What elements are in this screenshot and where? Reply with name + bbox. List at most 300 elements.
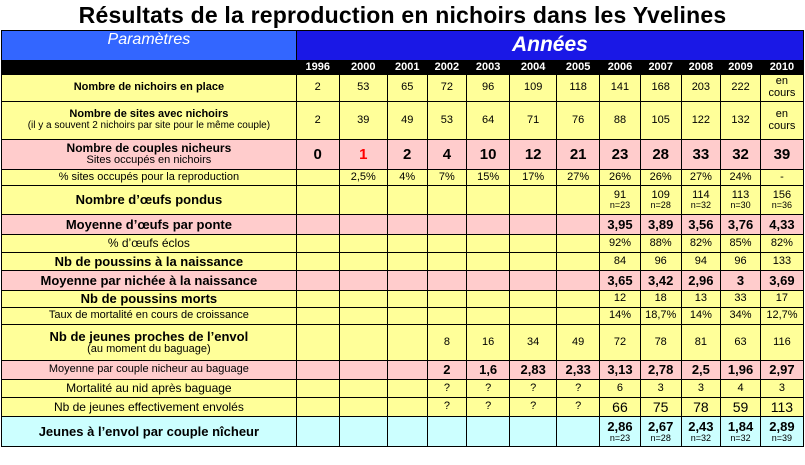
value-cell [427,417,467,447]
value-text: 2,43 [688,418,714,434]
value-cell [427,75,467,102]
row-label-text: Nombre d’œufs pondus [75,192,223,208]
value-cell [600,253,641,271]
annees-header: Années [296,31,803,61]
row-label-text: Mortalité au nid après baguage [66,381,232,396]
value-text: ? [530,381,537,394]
row-label [2,417,297,447]
value-cell [427,291,467,308]
parametres-header: Paramètres [2,31,297,61]
value-text: 33 [692,145,710,163]
value-cell [557,235,600,253]
row-label [2,140,297,170]
value-cell [387,361,427,380]
value-cell [427,140,467,170]
value-cell [387,140,427,170]
value-cell [600,271,641,291]
value-text: 3,42 [648,272,674,288]
value-cell [387,417,427,447]
value-cell [339,170,387,186]
value-cell [600,102,641,140]
row-label-text: Moyenne d’œufs par ponte [65,216,232,232]
sample-size: n=32 [690,432,712,443]
value-text: 63 [734,335,747,348]
value-cell [510,308,557,325]
value-cell [510,186,557,215]
table-row [2,417,804,447]
value-text: 26% [649,170,672,183]
row-label-text: Nombre de sites avec nichoirs [69,108,229,121]
value-text: 122 [691,113,711,126]
table-row [2,140,804,170]
value-cell [427,308,467,325]
value-text: 65 [401,81,414,94]
value-cell [557,253,600,271]
value-text: 222 [731,81,750,94]
table-row [2,380,804,398]
value-cell [467,398,510,417]
value-cell [640,102,681,140]
row-label-text: Nombre de nichoirs en place [73,81,225,94]
results-table [1,30,804,447]
value-cell [557,361,600,380]
value-cell [557,380,600,398]
value-cell [557,398,600,417]
value-text: 88% [649,236,672,249]
value-text: 156 [772,188,792,201]
value-cell [296,271,339,291]
row-label-text: Taux de mortalité en cours de croissance [48,309,249,322]
table-row [2,253,804,271]
value-text: 18 [654,292,667,305]
value-cell [339,271,387,291]
value-cell [557,308,600,325]
row-label-text: % d’œufs éclos [107,236,190,251]
value-text: 49 [572,335,585,348]
value-cell [296,102,339,140]
value-cell [721,325,761,361]
value-cell [760,271,803,291]
value-cell [387,235,427,253]
value-cell [640,140,681,170]
value-cell [339,140,387,170]
row-label-text: Moyenne par couple nicheur au baguage [48,363,249,376]
value-text: 12,7% [766,309,798,322]
value-cell [387,186,427,215]
year-cell: 2003 [467,61,510,75]
value-cell [296,380,339,398]
year-cell: 2006 [600,61,641,75]
value-text: 2 [403,145,412,163]
value-cell [681,186,721,215]
value-cell [510,380,557,398]
row-label [2,215,297,235]
value-text: 3,65 [607,272,633,288]
value-cell [681,102,721,140]
value-text: en cours [768,75,796,99]
value-cell [427,398,467,417]
sample-size: n=36 [771,200,793,211]
value-text: 13 [694,292,707,305]
value-cell [681,325,721,361]
table-row [2,102,804,140]
value-cell [640,235,681,253]
value-cell [296,215,339,235]
value-cell [681,380,721,398]
value-cell [387,75,427,102]
value-cell [760,325,803,361]
value-text: 72 [613,335,627,348]
value-text: 8 [443,335,450,348]
value-text: 2,5 [691,362,710,378]
value-text: 66 [612,398,628,415]
sample-size: n=23 [609,432,631,443]
value-cell [510,102,557,140]
row-label-note: Sites occupés en nichoirs [86,154,212,167]
value-text: 3 [736,272,745,288]
value-cell [557,186,600,215]
value-text: 17 [775,292,789,305]
value-text: 81 [694,335,707,348]
value-text: 39 [773,145,791,163]
value-text: 27% [567,170,590,183]
value-cell [467,417,510,447]
value-cell [681,75,721,102]
value-cell [427,253,467,271]
value-text: 23 [611,145,629,163]
value-cell [296,170,339,186]
value-cell [760,102,803,140]
value-cell [557,102,600,140]
table-row [2,398,804,417]
row-label-text: Moyenne par nichée à la naissance [40,272,258,288]
value-text: 3 [778,381,785,394]
value-text: 14% [689,309,712,322]
value-cell [760,380,803,398]
value-text: 2,33 [565,362,591,378]
value-cell [467,361,510,380]
row-label [2,186,297,215]
value-cell [339,235,387,253]
value-text: 24% [729,170,752,183]
value-cell [467,170,510,186]
value-text: 4 [737,381,744,394]
value-cell [510,253,557,271]
value-cell [721,102,761,140]
value-text: 26% [608,170,631,183]
value-cell [467,271,510,291]
value-text: 141 [610,81,630,94]
row-label [2,235,297,253]
value-text: 76 [572,113,585,126]
value-cell [640,271,681,291]
value-cell [721,140,761,170]
value-cell [640,291,681,308]
value-cell [467,235,510,253]
row-label-note: (au moment du baguage) [87,342,211,355]
row-label [2,361,297,380]
value-cell [339,291,387,308]
value-cell [296,186,339,215]
value-text: 84 [613,254,627,267]
value-cell [681,398,721,417]
value-cell [387,271,427,291]
value-text: 2,86 [607,418,633,434]
sample-size: n=28 [650,432,671,443]
value-text: 59 [732,398,749,415]
value-text: 114 [692,188,710,201]
value-text: 34 [527,335,540,348]
value-text: 53 [357,81,370,94]
value-text: 96 [482,81,495,94]
value-text: ? [575,381,582,394]
value-cell [557,291,600,308]
value-cell [296,140,339,170]
value-text: 88 [613,113,627,126]
value-cell [427,186,467,215]
value-cell [387,253,427,271]
value-text: 132 [731,113,750,126]
value-text: 18,7% [645,309,677,322]
value-cell [467,215,510,235]
row-label [2,271,297,291]
value-cell [640,186,681,215]
value-text: 64 [482,113,495,126]
value-cell [510,398,557,417]
value-cell [721,398,761,417]
row-label-note: (il y a souvent 2 nichoirs par site pour le même couple) [27,120,271,132]
value-cell [640,398,681,417]
sample-size: n=30 [730,200,751,211]
value-text: 15% [477,170,500,183]
table-row [2,291,804,308]
value-text: 1 [359,145,368,163]
value-cell [600,186,641,215]
value-cell [467,291,510,308]
year-cell: 2008 [681,61,721,75]
value-text: 2,83 [520,362,546,378]
value-cell [339,308,387,325]
value-text: 71 [527,113,540,126]
value-cell [296,325,339,361]
value-cell [721,271,761,291]
value-cell [721,75,761,102]
page-title: Résultats de la reproduction en nichoirs dans les Yvelines [78,2,727,28]
value-text: 33 [734,292,747,305]
value-text: ? [443,381,450,394]
value-cell [600,325,641,361]
value-cell [681,140,721,170]
value-cell [760,140,803,170]
value-cell [427,235,467,253]
year-cell: 2002 [427,61,467,75]
value-cell [427,380,467,398]
value-text: 3,56 [688,216,714,232]
value-text: 34% [729,309,752,322]
value-cell [760,170,803,186]
year-cell: 2010 [760,61,803,75]
value-text: 2,78 [648,362,674,378]
value-cell [600,417,641,447]
years-row-blank [2,61,297,75]
table-row [2,325,804,361]
sample-size: n=32 [730,432,751,443]
value-cell [510,170,557,186]
value-text: 2,5% [350,170,376,183]
value-cell [640,380,681,398]
value-cell [427,325,467,361]
value-cell [557,215,600,235]
row-label [2,398,297,417]
table-row [2,186,804,215]
value-cell [467,75,510,102]
year-cell: 2001 [387,61,427,75]
value-cell [760,291,803,308]
value-cell [296,75,339,102]
table-row [2,308,804,325]
value-cell [467,253,510,271]
value-text: 21 [569,145,587,163]
value-text: 12 [524,145,542,163]
value-cell [721,235,761,253]
value-cell [600,308,641,325]
row-label [2,380,297,398]
value-cell [387,170,427,186]
value-cell [557,271,600,291]
value-text: 16 [482,335,495,348]
value-text: ? [443,400,450,413]
value-text: 12 [613,292,627,305]
value-cell [387,291,427,308]
value-cell [640,75,681,102]
value-text: 3 [697,381,704,394]
sample-size: n=39 [771,432,793,443]
sample-size: n=23 [609,200,631,211]
value-text: 78 [693,398,709,415]
value-cell [467,308,510,325]
value-text: 2 [443,362,451,378]
value-text: 10 [479,145,497,163]
value-cell [681,271,721,291]
value-cell [467,102,510,140]
value-cell [427,170,467,186]
value-text: 168 [651,81,670,94]
value-cell [681,308,721,325]
value-cell [760,361,803,380]
value-text: 96 [654,254,667,267]
sample-size: n=32 [690,200,712,211]
value-text: ? [575,400,582,413]
value-cell [600,398,641,417]
value-text: 3,95 [607,216,633,232]
table-row [2,170,804,186]
value-text: 2,96 [688,272,714,288]
value-text: 6 [616,381,624,394]
value-cell [721,170,761,186]
row-label-text: Nb de jeunes proches de l’envol [49,328,249,344]
row-label [2,325,297,361]
value-text: 72 [440,81,453,94]
value-cell [760,75,803,102]
value-cell [339,325,387,361]
value-cell [339,215,387,235]
row-label-text: Nb de jeunes effectivement envolés [53,399,244,414]
row-label [2,308,297,325]
value-cell [600,291,641,308]
value-cell [721,215,761,235]
value-text: 92% [608,236,631,249]
value-cell [640,215,681,235]
value-cell [640,253,681,271]
row-label [2,170,297,186]
value-text: 78 [654,335,667,348]
value-cell [681,417,721,447]
value-text: 2 [314,113,321,126]
value-cell [339,253,387,271]
value-cell [721,253,761,271]
value-cell [600,380,641,398]
row-label-text: % sites occupés pour la reproduction [58,170,240,183]
value-cell [467,380,510,398]
value-text: 109 [523,81,543,94]
value-text: 85% [729,236,752,249]
value-text: 1,96 [727,362,754,378]
value-cell [721,291,761,308]
value-cell [510,75,557,102]
value-cell [721,186,761,215]
value-text: 3,13 [607,362,633,378]
value-text: 49 [401,113,414,126]
row-label [2,291,297,308]
value-cell [427,215,467,235]
value-cell [296,417,339,447]
value-text: 105 [651,113,670,126]
value-cell [600,170,641,186]
year-cell: 2000 [339,61,387,75]
row-label [2,253,297,271]
value-text: ? [485,400,492,413]
value-cell [387,308,427,325]
year-cell: 2009 [721,61,761,75]
table-row [2,75,804,102]
row-label [2,75,297,102]
value-text: 113 [770,398,794,415]
year-cell: 1996 [296,61,339,75]
value-text: 75 [652,398,669,415]
header-row [2,31,804,61]
value-cell [339,398,387,417]
value-cell [339,186,387,215]
value-text: 82% [689,236,712,249]
value-cell [760,186,803,215]
value-cell [510,235,557,253]
value-text: 3,89 [648,216,674,232]
value-cell [510,361,557,380]
value-cell [510,140,557,170]
value-cell [557,75,600,102]
value-cell [681,215,721,235]
value-text: 0 [313,145,322,163]
value-cell [640,325,681,361]
table-row [2,361,804,380]
value-text: - [780,170,784,183]
value-cell [427,361,467,380]
value-cell [557,417,600,447]
value-text: 17% [522,170,545,183]
value-text: 113 [731,188,750,201]
value-cell [721,417,761,447]
value-cell [510,291,557,308]
